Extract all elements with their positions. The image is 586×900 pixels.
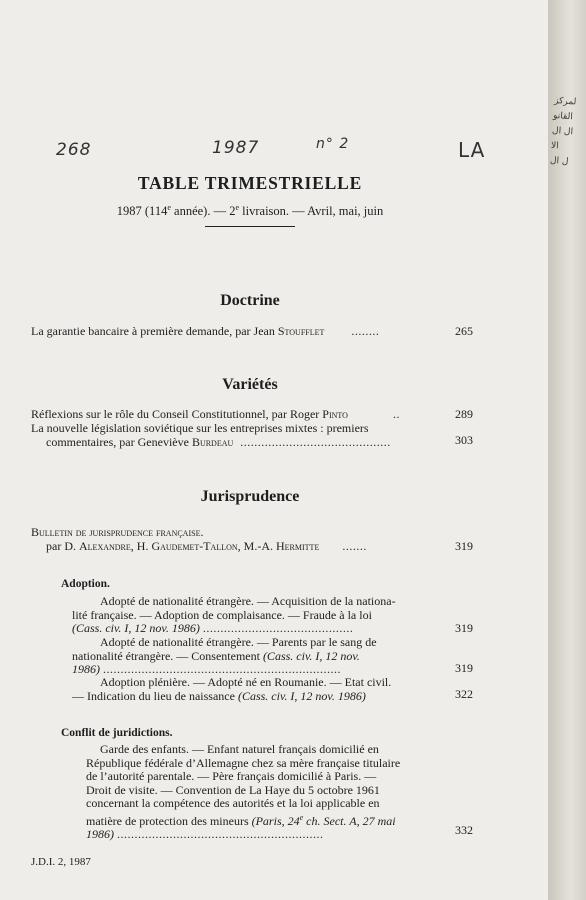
adoption-entry-3: Adoption plénière. — Adopté né en Roumanie. — Etat civil. — Indication du lieu de naissance (Cass. civ. I, 12 nov. 1986) [72,675,392,703]
page-number: 332 [455,823,473,837]
page-number: 319 [455,539,473,553]
issue-subtitle: 1987 (114e année). — 2e livraison. — Avril, mai, juin [116,203,384,219]
page-number: 322 [455,687,473,701]
subheading-conflit: Conflit de juridictions. [61,727,173,739]
section-heading-doctrine: Doctrine [220,292,280,309]
edge-handwriting: لمركز القانو ال ال الا ل ال [549,95,577,168]
page-number: 265 [455,324,473,338]
toc-entry-stoufflet: La garantie bancaire à première demande, par Jean Stoufflet ........ [31,324,380,338]
page-number: 319 [455,661,473,675]
handwritten-initials: LA [458,138,486,162]
handwritten-number: 268 [56,140,92,160]
title-rule [205,226,295,227]
toc-entry-bulletin-line2: par D. Alexandre, H. Gaudemet-Tallon, M.-A. Hermitte ....... [46,539,367,553]
page-number: 319 [455,621,473,635]
section-heading-jurisprudence: Jurisprudence [200,488,300,505]
adoption-entry-2: Adopté de nationalité étrangère. — Parents par le sang de nationalité étrangère. — Consentement (Cass. civ. I, 12 nov. 1986) .................................................................... [72,635,377,676]
section-heading-varietes: Variétés [222,376,278,393]
handwritten-issue: n° 2 [316,136,350,152]
toc-entry-bulletin-line1: Bulletin de jurisprudence française. [31,525,204,539]
subheading-adoption: Adoption. [61,578,110,590]
toc-entry-pinto: Réflexions sur le rôle du Conseil Constitutionnel, par Roger Pinto .. [31,407,400,421]
adoption-entry-1: Adopté de nationalité étrangère. — Acquisition de la nationa- lité française. — Adoption de complaisance. — Fraude à la loi (Cass. civ. I, 12 nov. 1986) ........................................... [72,594,396,635]
toc-entry-burdeau-line2: commentaires, par Geneviève Burdeau ........................................... [46,435,391,449]
toc-entry-burdeau-line1: La nouvelle législation soviétique sur les entreprises mixtes : premiers [31,421,369,435]
journal-footer: J.D.I. 2, 1987 [31,856,91,868]
handwritten-year: 1987 [212,138,260,158]
page-number: 303 [455,433,473,447]
conflit-entry: Garde des enfants. — Enfant naturel français domicilié en République fédérale d’Allemagne chez sa mère française titulaire de l’autorité parentale. — Père français domicilié à Paris. — Droit de visite. — Convention de La Haye du 5 octobre 1961 concernant la compétence des autorités et la loi applicable en matière de protection des mineurs (Paris, 24e ch. Sect. A, 27 mai 1986) ........................................................... [86,742,401,841]
page-number: 289 [455,407,473,421]
page-title: TABLE TRIMESTRIELLE [137,173,363,193]
